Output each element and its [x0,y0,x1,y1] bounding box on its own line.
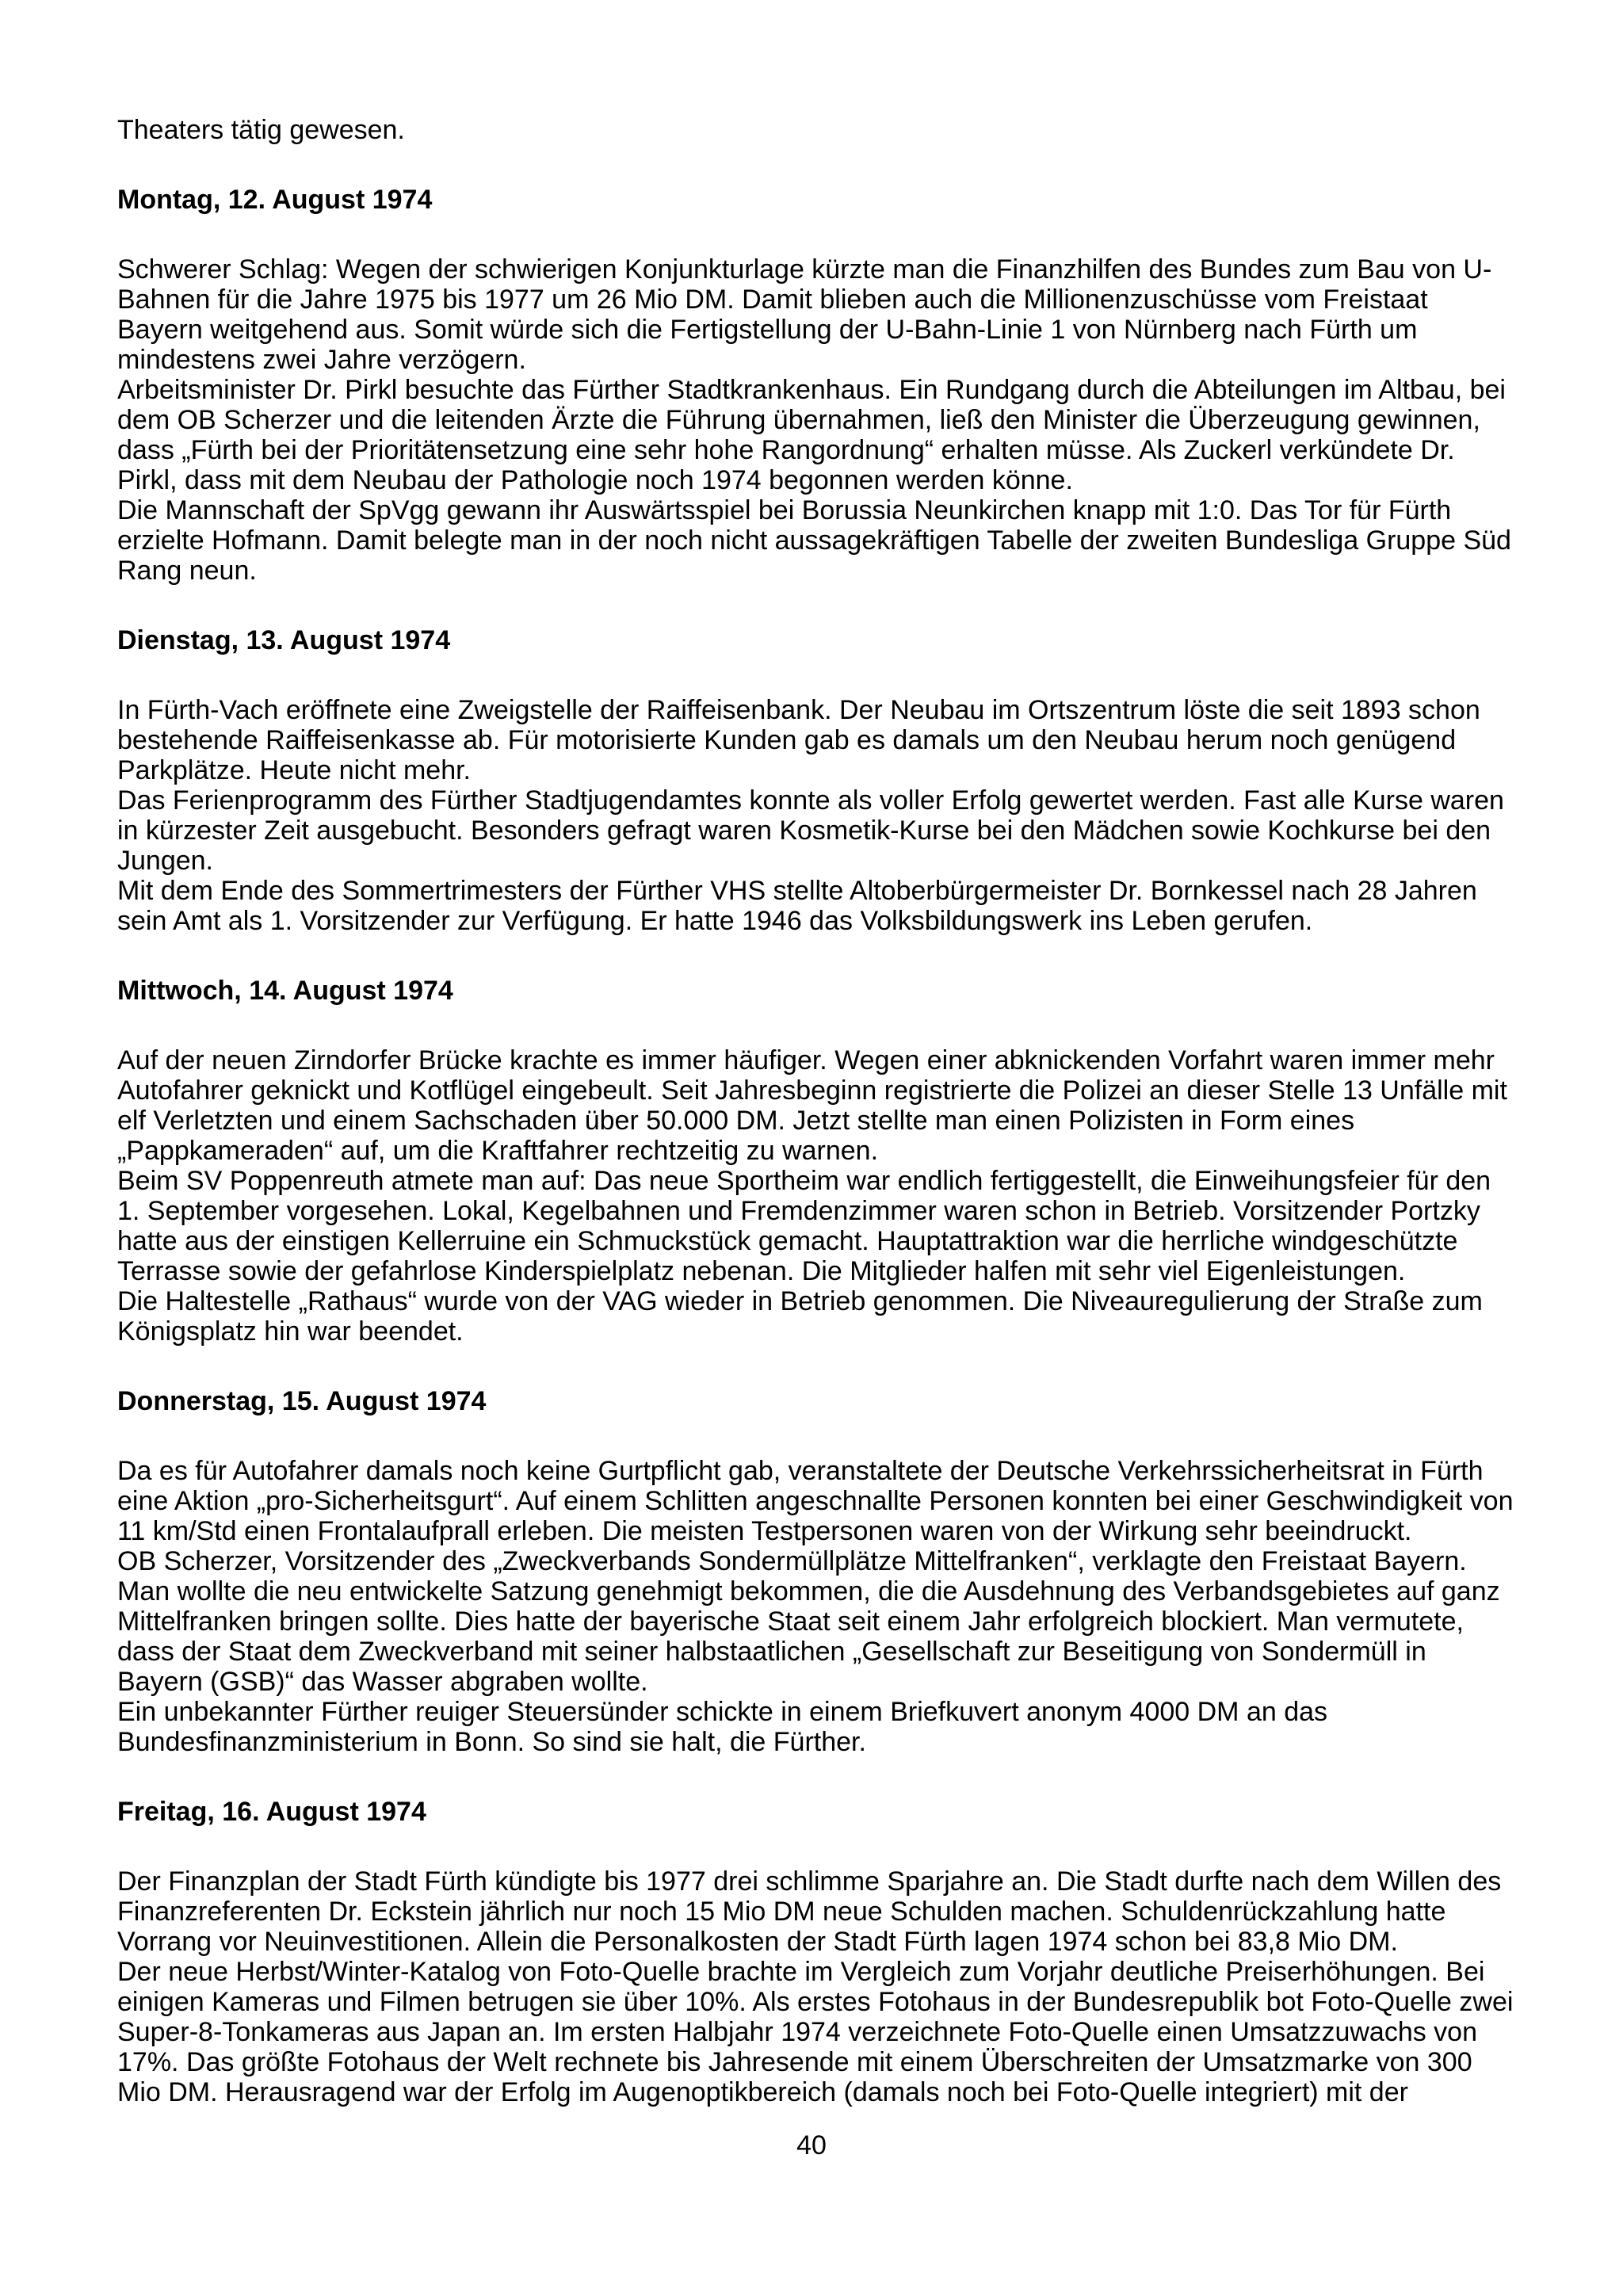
paragraph: Beim SV Poppenreuth atmete man auf: Das neue Sportheim war endlich fertiggestellt, die Einweihungsfeier für den 1. September vorgesehen. Lokal, Kegelbahnen und Fremdenzimmer waren schon in Betrieb. Vorsitzender Portzky hatte aus der einstigen Kellerruine ein Schmuckstück gemacht. Hauptattraktion war die herrliche windgeschützte Terrasse sowie der gefahrlose Kinderspielplatz nebenan. Die Mitglieder halfen mit sehr viel Eigenleistungen. [117,1166,1491,1286]
day-heading-dienstag: Dienstag, 13. August 1974 [117,625,451,655]
paragraph: Schwerer Schlag: Wegen der schwierigen Konjunkturlage kürzte man die Finanzhilfen des Bundes zum Bau von U-Bahnen für die Jahre 1975 bis 1977 um 26 Mio DM. Damit blieben auch die Millionenzuschüsse vom Freistaat Bayern weitgehend aus. Somit würde sich die Fertigstellung der U-Bahn-Linie 1 von Nürnberg nach Fürth um mindestens zwei Jahre verzögern. [117,254,1492,375]
paragraph: Mit dem Ende des Sommertrimesters der Fürther VHS stellte Altoberbürgermeister Dr. Bornkessel nach 28 Jahren sein Amt als 1. Vorsitzender zur Verfügung. Er hatte 1946 das Volksbildungswerk ins Leben gerufen. [117,876,1477,936]
day-section-donnerstag [117,1386,1518,1757]
day-section-mittwoch [117,976,1518,1347]
day-heading-donnerstag: Donnerstag, 15. August 1974 [117,1386,487,1416]
intro-continuation-line: Theaters tätig gewesen. [117,115,405,145]
paragraph: Die Haltestelle „Rathaus“ wurde von der VAG wieder in Betrieb genommen. Die Niveauregulierung der Straße zum Königsplatz hin war beendet. [117,1286,1483,1347]
day-section-dienstag [117,625,1518,936]
day-heading-mittwoch: Mittwoch, 14. August 1974 [117,976,453,1006]
paragraph: Die Mannschaft der SpVgg gewann ihr Auswärtsspiel bei Borussia Neunkirchen knapp mit 1:0. Das Tor für Fürth erzielte Hofmann. Damit belegte man in der noch nicht aussagekräftigen Tabelle der zweiten Bundesliga Gruppe Süd Rang neun. [117,495,1511,586]
paragraph: Auf der neuen Zirndorfer Brücke krachte es immer häufiger. Wegen einer abknickenden Vorfahrt waren immer mehr Autofahrer geknickt und Kotflügel eingebeult. Seit Jahresbeginn registrierte die Polizei an dieser Stelle 13 Unfälle mit elf Verletzten und einem Sachschaden über 50.000 DM. Jetzt stellte man einen Polizisten in Form eines „Pappkameraden“ auf, um die Kraftfahrer rechtzeitig zu warnen. [117,1045,1507,1166]
day-heading-freitag: Freitag, 16. August 1974 [117,1797,426,1827]
paragraph: Ein unbekannter Fürther reuiger Steuersünder schickte in einem Briefkuvert anonym 4000 DM an das Bundesfinanzministerium in Bonn. So sind sie halt, die Fürther. [117,1697,1328,1757]
paragraph: Arbeitsminister Dr. Pirkl besuchte das Fürther Stadtkrankenhaus. Ein Rundgang durch die Abteilungen im Altbau, bei dem OB Scherzer und die leitenden Ärzte die Führung übernahmen, ließ den Minister die Überzeugung gewinnen, dass „Fürth bei der Prioritätensetzung eine sehr hohe Rangordnung“ erhalten müsse. Als Zuckerl verkündete Dr. Pirkl, dass mit dem Neubau der Pathologie noch 1974 begonnen werden könne. [117,375,1506,495]
day-heading-montag: Montag, 12. August 1974 [117,185,433,215]
paragraph: In Fürth-Vach eröffnete eine Zweigstelle der Raiffeisenbank. Der Neubau im Ortszentrum löste die seit 1893 schon bestehende Raiffeisenkasse ab. Für motorisierte Kunden gab es damals um den Neubau herum noch genügend Parkplätze. Heute nicht mehr. [117,695,1480,785]
paragraph: Der neue Herbst/Winter-Katalog von Foto-Quelle brachte im Vergleich zum Vorjahr deutliche Preiserhöhungen. Bei einigen Kameras und Filmen betrugen sie über 10%. Als erstes Fotohaus in der Bundesrepublik bot Foto-Quelle zwei Super-8-Tonkameras aus Japan an. Im ersten Halbjahr 1974 verzeichnete Foto-Quelle einen Umsatzzuwachs von 17%. Das größte Fotohaus der Welt rechnete bis Jahresende mit einem Überschreiten der Umsatzmarke von 300 Mio DM. Herausragend war der Erfolg im Augenoptikbereich (damals noch bei Foto-Quelle integriert) mit der [117,1957,1514,2107]
page-number: 40 [796,2130,827,2160]
paragraph: Der Finanzplan der Stadt Fürth kündigte bis 1977 drei schlimme Sparjahre an. Die Stadt durfte nach dem Willen des Finanzreferenten Dr. Eckstein jährlich nur noch 15 Mio DM neue Schulden machen. Schuldenrückzahlung hatte Vorrang vor Neuinvestitionen. Allein die Personalkosten der Stadt Fürth lagen 1974 schon bei 83,8 Mio DM. [117,1866,1502,1957]
paragraph: OB Scherzer, Vorsitzender des „Zweckverbands Sondermüllplätze Mittelfranken“, verklagte den Freistaat Bayern. Man wollte die neu entwickelte Satzung genehmigt bekommen, die die Ausdehnung des Verbandsgebietes auf ganz Mittelfranken bringen sollte. Dies hatte der bayerische Staat seit einem Jahr erfolgreich blockiert. Man vermutete, dass der Staat dem Zweckverband mit seiner halbstaatlichen „Gesellschaft zur Beseitigung von Sondermüll in Bayern (GSB)“ das Wasser abgraben wollte. [117,1546,1500,1697]
day-section-montag [117,185,1518,586]
paragraph: Da es für Autofahrer damals noch keine Gurtpflicht gab, veranstaltete der Deutsche Verkehrssicherheitsrat in Fürth eine Aktion „pro-Sicherheitsgurt“. Auf einem Schlitten angeschnallte Personen konnten bei einer Geschwindigkeit von 11 km/Std einen Frontalaufprall erleben. Die meisten Testpersonen waren von der Wirkung sehr beeindruckt. [117,1456,1514,1546]
paragraph: Das Ferienprogramm des Fürther Stadtjugendamtes konnte als voller Erfolg gewertet werden. Fast alle Kurse waren in kürzester Zeit ausgebucht. Besonders gefragt waren Kosmetik-Kurse bei den Mädchen sowie Kochkurse bei den Jungen. [117,785,1504,876]
day-section-freitag [117,1797,1518,2107]
